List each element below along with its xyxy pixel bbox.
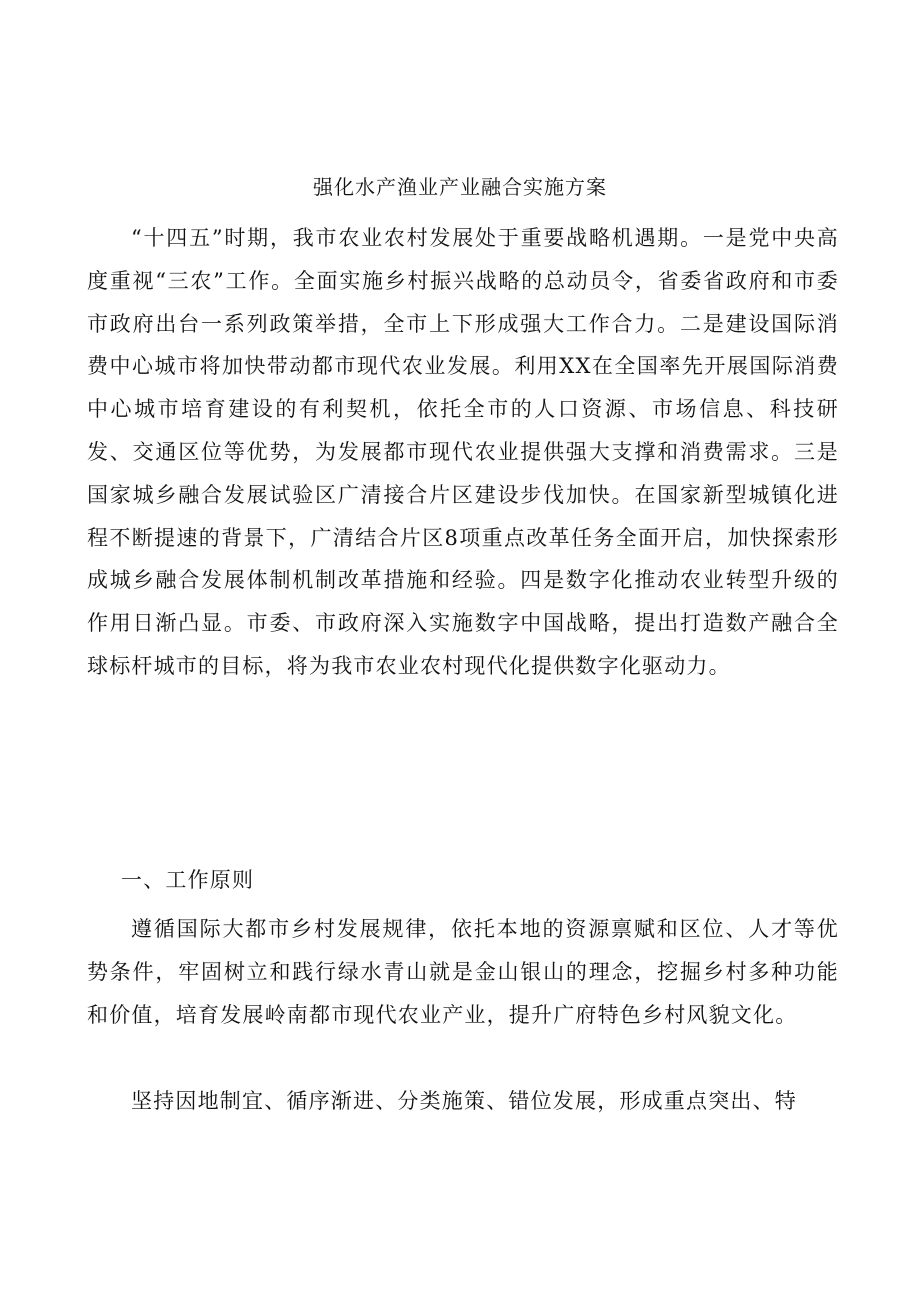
section-paragraph-1: 遵循国际大都市乡村发展规律，依托本地的资源禀赋和区位、人才等优势条件，牢固树立和践行绿水青山就是金山银山的理念，挖掘乡村多种功能和价值，培育发展岭南都市现代农业产业，提升广府特色乡村风貌文化。 [87, 917, 839, 1027]
section-heading: 一、工作原则 [121, 868, 255, 892]
section-paragraph-2: 坚持因地制宜、循序渐进、分类施策、错位发展，形成重点突出、特 [131, 1089, 797, 1113]
intro-paragraph: “十四五”时期，我市农业农村发展处于重要战略机遇期。一是党中央高度重视“三农”工作。全面实施乡村振兴战略的总动员令，省委省政府和市委市政府出台一系列政策举措，全市上下形成强大工作合力。二是建设国际消费中心城市将加快带动都市现代农业发展。利用XX在全国率先开展国际消费中心城市培育建设的有利契机，依托全市的人口资源、市场信息、科技研发、交通区位等优势，为发展都市现代农业提供强大支撑和消费需求。三是国家城乡融合发展试验区广清接合片区建设步伐加快。在国家新型城镇化进程不断提速的背景下，广清结合片区8项重点改革任务全面开启，加快探索形成城乡融合发展体制机制改革措施和经验。四是数字化推动农业转型升级的作用日渐凸显。市委、市政府深入实施数字中国战略，提出打造数产融合全球标杆城市的目标，将为我市农业农村现代化提供数字化驱动力。 [87, 226, 839, 678]
document-title: 强化水产渔业产业融合实施方案 [313, 175, 607, 199]
